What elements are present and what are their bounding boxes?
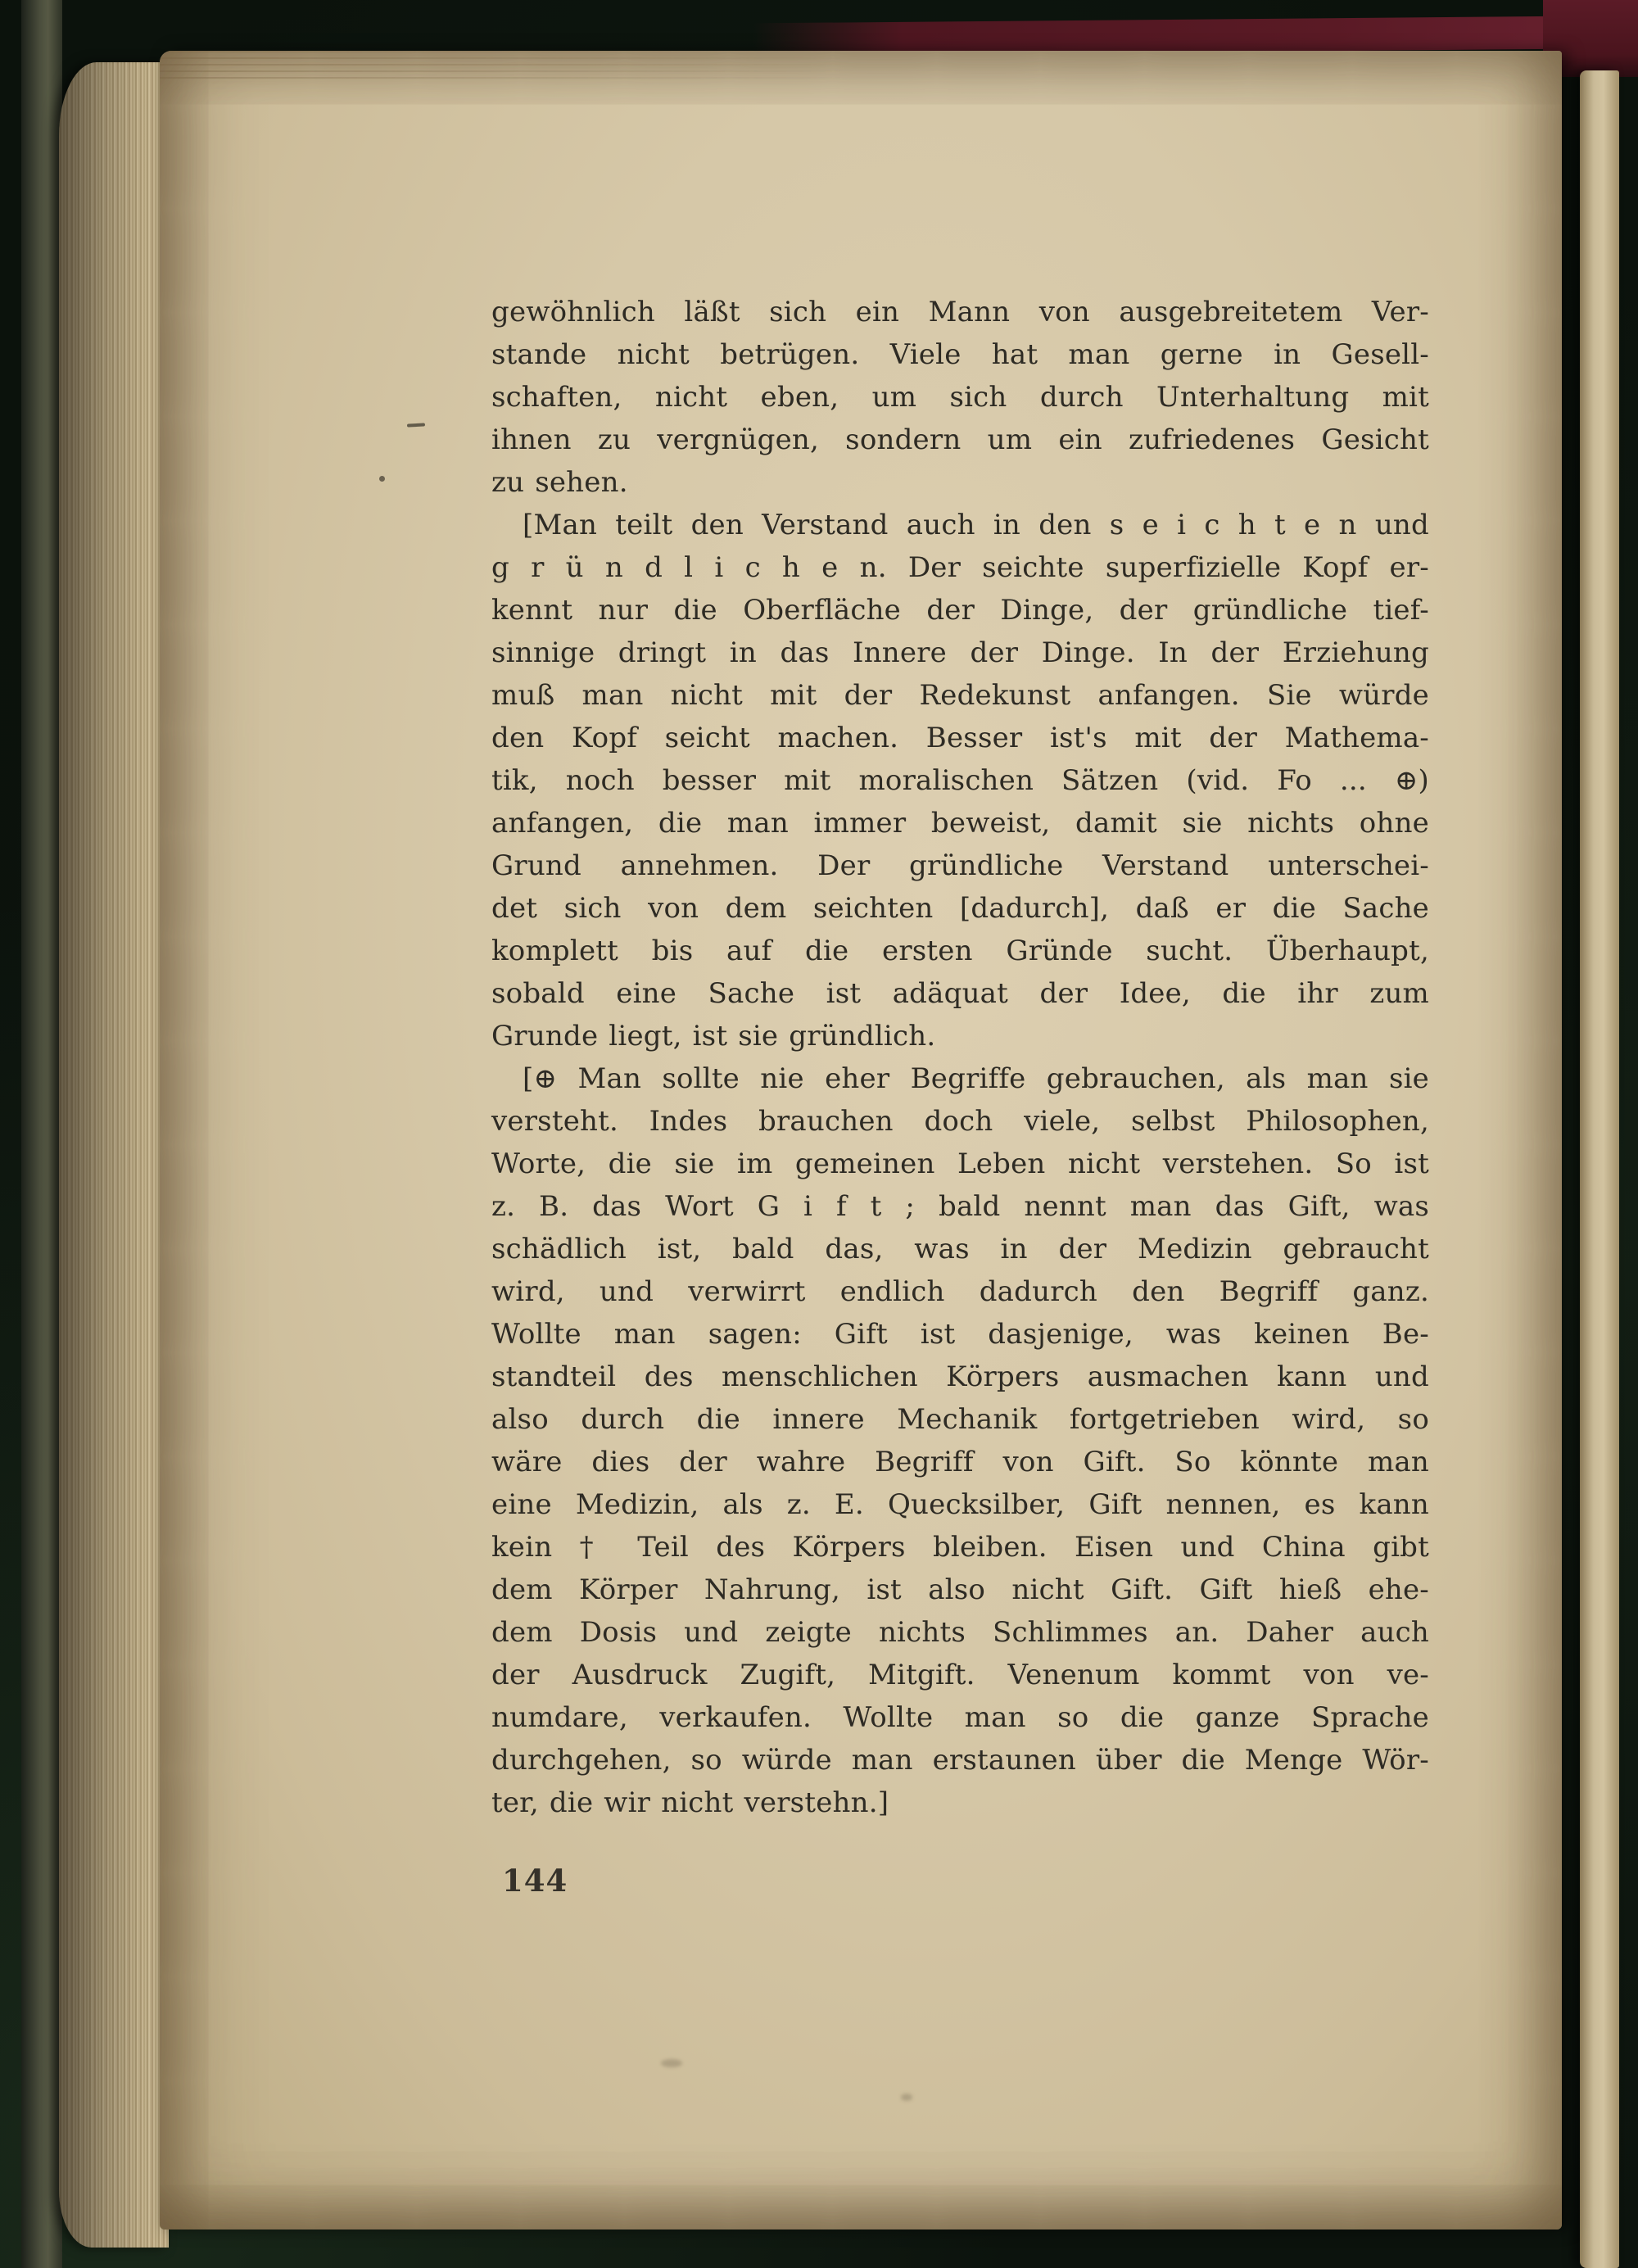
text-line: versteht. Indes brauchen doch viele, selbst Philosophen, — [491, 1105, 1429, 1138]
text-line: dem Körper Nahrung, ist also nicht Gift. Gift hieß ehe- — [491, 1573, 1429, 1606]
text-line: Wollte man sagen: Gift ist dasjenige, was keinen Be- — [491, 1318, 1429, 1351]
text-line: durchgehen, so würde man erstaunen über die Menge Wör- — [491, 1744, 1429, 1777]
text-line: kein † Teil des Körpers bleiben. Eisen und China gibt — [491, 1531, 1429, 1564]
text-line: [⊕ Man sollte nie eher Begriffe gebrauchen, als man sie — [523, 1062, 1429, 1095]
margin-dash-mark — [407, 423, 425, 427]
text-line: ihnen zu vergnügen, sondern um ein zufriedenes Gesicht — [491, 423, 1429, 456]
text-line: det sich von dem seichten [dadurch], daß er die Sache — [491, 892, 1429, 925]
text-line: schaften, nicht eben, um sich durch Unterhaltung mit — [491, 381, 1429, 414]
text-line: Grunde liegt, ist sie gründlich. — [491, 1020, 936, 1053]
book-cover-spine — [21, 0, 62, 2268]
text-line: tik, noch besser mit moralischen Sätzen (vid. Fo ... ⊕) — [491, 764, 1429, 797]
smudge-mark — [661, 2059, 682, 2067]
smudge-mark — [901, 2094, 912, 2101]
text-line: zu sehen. — [491, 466, 628, 499]
text-line: numdare, verkaufen. Wollte man so die ganze Sprache — [491, 1701, 1429, 1734]
paragraph — [491, 504, 1429, 1057]
text-line: ter, die wir nicht verstehn.] — [491, 1786, 889, 1819]
page-edge-stack — [59, 62, 169, 2248]
text-line: stande nicht betrügen. Viele hat man gerne in Gesell- — [491, 338, 1429, 371]
text-line: den Kopf seicht machen. Besser ist's mit der Mathema- — [491, 722, 1429, 754]
text-line: [Man teilt den Verstand auch in den s e i c h t e n und — [523, 509, 1429, 541]
page-number: 144 — [502, 1863, 568, 1899]
text-line: dem Dosis und zeigte nichts Schlimmes an. Daher auch — [491, 1616, 1429, 1649]
text-line: wird, und verwirrt endlich dadurch den Begriff ganz. — [491, 1275, 1429, 1308]
text-line: Grund annehmen. Der gründliche Verstand unterschei- — [491, 849, 1429, 882]
text-line: g r ü n d l i c h e n. Der seichte superfizielle Kopf er- — [491, 551, 1429, 584]
paragraph — [491, 291, 1429, 504]
text-line: kennt nur die Oberfläche der Dinge, der gründliche tief- — [491, 594, 1429, 627]
text-line: anfangen, die man immer beweist, damit sie nichts ohne — [491, 807, 1429, 840]
paragraph — [491, 1057, 1429, 1824]
text-line: komplett bis auf die ersten Gründe sucht. Überhaupt, — [491, 935, 1429, 967]
text-line: Worte, die sie im gemeinen Leben nicht verstehen. So ist — [491, 1148, 1429, 1180]
page-top-edges — [160, 51, 880, 80]
text-line: sobald eine Sache ist adäquat der Idee, die ihr zum — [491, 977, 1429, 1010]
next-page-edge — [1580, 70, 1619, 2268]
margin-dot-mark — [379, 476, 385, 482]
text-line: wäre dies der wahre Begriff von Gift. So könnte man — [491, 1446, 1429, 1478]
text-block — [491, 291, 1429, 1824]
text-line: also durch die innere Mechanik fortgetrieben wird, so — [491, 1403, 1429, 1436]
text-line: der Ausdruck Zugift, Mitgift. Venenum kommt von ve- — [491, 1659, 1429, 1691]
book-page — [160, 51, 1562, 2230]
text-line: eine Medizin, als z. E. Quecksilber, Gift nennen, es kann — [491, 1488, 1429, 1521]
text-line: z. B. das Wort G i f t ; bald nennt man das Gift, was — [491, 1190, 1429, 1223]
text-line: schädlich ist, bald das, was in der Medizin gebraucht — [491, 1233, 1429, 1265]
text-line: sinnige dringt in das Innere der Dinge. In der Erziehung — [491, 636, 1429, 669]
text-line: gewöhnlich läßt sich ein Mann von ausgebreitetem Ver- — [491, 296, 1429, 328]
text-line: standteil des menschlichen Körpers ausmachen kann und — [491, 1360, 1429, 1393]
text-line: muß man nicht mit der Redekunst anfangen. Sie würde — [491, 679, 1429, 712]
